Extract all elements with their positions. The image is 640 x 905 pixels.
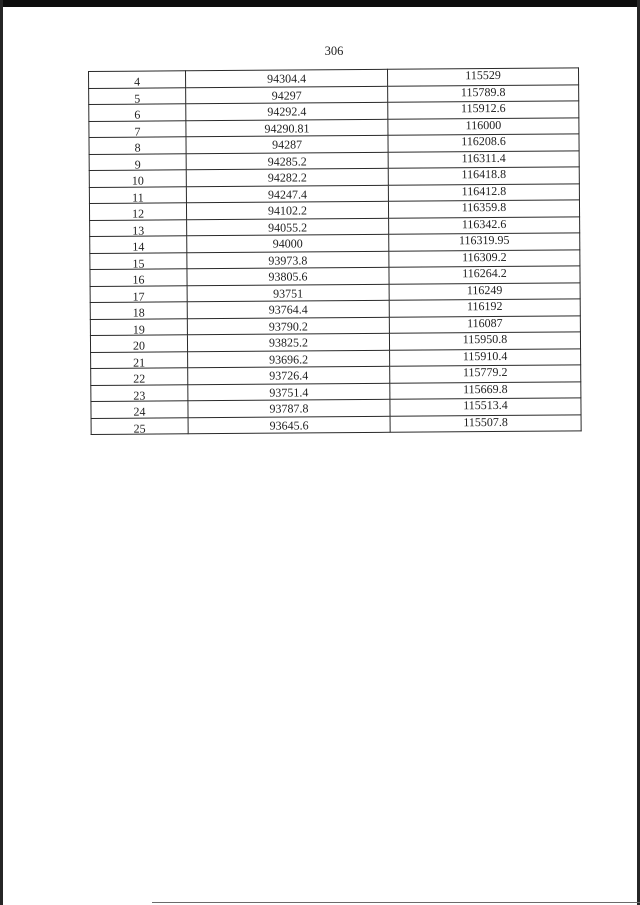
- cell-text: 94247.4: [267, 187, 307, 202]
- cell-text: 15: [132, 256, 145, 271]
- cell-text: 4: [134, 74, 141, 89]
- value-b-cell: [388, 117, 579, 135]
- cell-text: 93696.2: [269, 352, 309, 367]
- data-table-container: [88, 67, 580, 435]
- cell-text: 115669.8: [463, 381, 508, 397]
- cell-text: 14: [132, 239, 145, 254]
- cell-text: 116208.6: [461, 134, 506, 149]
- cell-text: 94297: [271, 88, 302, 103]
- value-b-cell: [390, 414, 581, 432]
- cell-text: 93726.4: [269, 368, 309, 383]
- row-index-cell: [89, 153, 186, 170]
- value-a-cell: [186, 119, 388, 137]
- cell-text: 8: [134, 140, 141, 155]
- cell-text: 116418.8: [461, 167, 507, 182]
- value-b-cell: [390, 348, 581, 366]
- cell-text: 116359.8: [461, 200, 507, 215]
- value-b-cell: [388, 150, 579, 168]
- value-a-cell: [186, 102, 388, 120]
- value-a-cell: [188, 416, 390, 434]
- cell-text: 93764.4: [268, 302, 308, 317]
- value-b-cell: [388, 183, 579, 201]
- value-a-cell: [187, 234, 389, 252]
- value-a-cell: [186, 135, 388, 153]
- cell-text: 20: [132, 338, 146, 353]
- row-index-cell: [89, 186, 186, 203]
- row-index-cell: [89, 203, 186, 220]
- cell-text: 115910.4: [462, 348, 508, 364]
- cell-text: 116000: [465, 117, 502, 132]
- value-b-cell: [388, 101, 579, 119]
- value-a-cell: [186, 201, 388, 219]
- data-table-body: [89, 68, 582, 435]
- cell-text: 93805.6: [268, 269, 308, 284]
- cell-text: 93751.4: [269, 385, 309, 400]
- cell-text: 94304.4: [267, 71, 307, 86]
- cell-text: 94292.4: [267, 104, 307, 119]
- value-a-cell: [188, 383, 390, 401]
- row-index-cell: [91, 401, 188, 418]
- cell-text: 115779.2: [462, 365, 508, 380]
- cell-text: 94287: [271, 137, 303, 152]
- row-index-cell: [89, 71, 186, 88]
- cell-text: 18: [132, 305, 145, 320]
- row-index-cell: [90, 219, 187, 236]
- value-a-cell: [186, 69, 388, 87]
- cell-text: 21: [133, 355, 146, 370]
- row-index-cell: [90, 285, 187, 302]
- value-a-cell: [187, 333, 389, 351]
- row-index-cell: [91, 417, 188, 434]
- value-a-cell: [187, 251, 389, 269]
- row-index-cell: [90, 318, 187, 335]
- value-b-cell: [390, 398, 581, 416]
- cell-text: 22: [133, 371, 146, 386]
- value-b-cell: [389, 332, 580, 350]
- cell-text: 94055.2: [268, 220, 308, 235]
- cell-text: 19: [132, 322, 145, 337]
- cell-text: 9: [134, 157, 141, 172]
- cell-text: 116309.2: [462, 249, 507, 265]
- value-b-cell: [389, 315, 580, 333]
- data-table: [88, 67, 582, 435]
- value-b-cell: [390, 365, 581, 383]
- cell-text: 7: [134, 124, 141, 139]
- cell-text: 24: [133, 404, 146, 419]
- cell-text: 116311.4: [461, 150, 506, 166]
- cell-text: 94285.2: [267, 154, 307, 169]
- value-b-cell: [389, 266, 580, 284]
- row-index-cell: [90, 269, 187, 286]
- value-a-cell: [188, 399, 390, 417]
- row-index-cell: [90, 335, 187, 352]
- scan-border-left: [0, 0, 3, 905]
- cell-text: 5: [134, 91, 141, 106]
- cell-text: 94000: [272, 236, 303, 251]
- cell-text: 12: [131, 206, 145, 221]
- value-a-cell: [186, 168, 388, 186]
- scan-border-top: [0, 0, 640, 7]
- cell-text: 93825.2: [268, 335, 309, 350]
- row-index-cell: [90, 236, 187, 253]
- row-index-cell: [91, 351, 188, 368]
- cell-text: 115529: [465, 68, 501, 83]
- value-b-cell: [388, 200, 579, 218]
- row-index-cell: [91, 368, 188, 385]
- page-number: 306: [324, 44, 344, 58]
- value-a-cell: [188, 350, 390, 368]
- value-b-cell: [389, 216, 580, 234]
- cell-text: 10: [131, 173, 144, 188]
- row-index-cell: [89, 170, 186, 187]
- cell-text: 115507.8: [463, 414, 508, 430]
- row-index-cell: [89, 87, 186, 104]
- cell-text: 94290.81: [264, 121, 310, 136]
- cell-text: 116342.6: [461, 216, 507, 232]
- cell-text: 115789.8: [460, 84, 506, 100]
- row-index-cell: [89, 120, 186, 137]
- cell-text: 6: [134, 107, 141, 122]
- value-a-cell: [186, 185, 388, 203]
- value-a-cell: [186, 152, 388, 170]
- cell-text: 94102.2: [267, 203, 308, 218]
- cell-text: 93645.6: [269, 418, 309, 433]
- value-b-cell: [389, 233, 580, 251]
- value-b-cell: [388, 167, 579, 185]
- row-index-cell: [90, 302, 187, 319]
- cell-text: 116087: [467, 315, 503, 330]
- cell-text: 93790.2: [268, 319, 308, 334]
- row-index-cell: [90, 252, 187, 269]
- cell-text: 115950.8: [462, 332, 508, 347]
- value-b-cell: [387, 68, 578, 86]
- row-index-cell: [89, 104, 186, 121]
- value-a-cell: [187, 284, 389, 302]
- cell-text: 11: [132, 190, 144, 205]
- cell-text: 116264.2: [462, 266, 507, 281]
- cell-text: 116192: [466, 299, 503, 314]
- cell-text: 13: [132, 223, 145, 238]
- value-b-cell: [389, 249, 580, 267]
- value-b-cell: [390, 381, 581, 399]
- cell-text: 116249: [466, 282, 503, 297]
- cell-text: 93751: [273, 286, 304, 301]
- cell-text: 23: [133, 388, 146, 403]
- row-index-cell: [91, 384, 188, 401]
- cell-text: 93787.8: [269, 401, 309, 416]
- cell-text: 116412.8: [461, 183, 507, 199]
- value-b-cell: [389, 299, 580, 317]
- cell-text: 116319.95: [458, 233, 510, 248]
- cell-text: 93973.8: [268, 253, 308, 268]
- cell-text: 16: [132, 272, 145, 287]
- value-a-cell: [187, 300, 389, 318]
- value-a-cell: [187, 267, 389, 285]
- value-a-cell: [187, 317, 389, 335]
- row-index-cell: [89, 137, 186, 154]
- cell-text: 25: [133, 421, 146, 436]
- value-a-cell: [188, 366, 390, 384]
- cell-text: 115912.6: [460, 101, 506, 116]
- value-a-cell: [186, 86, 388, 104]
- table-row: [91, 414, 581, 434]
- value-b-cell: [388, 134, 579, 152]
- scan-border-bottom: [152, 902, 640, 903]
- value-b-cell: [388, 84, 579, 102]
- value-b-cell: [389, 282, 580, 300]
- cell-text: 17: [132, 289, 145, 304]
- cell-text: 94282.2: [267, 170, 307, 185]
- value-a-cell: [187, 218, 389, 236]
- cell-text: 115513.4: [463, 398, 508, 413]
